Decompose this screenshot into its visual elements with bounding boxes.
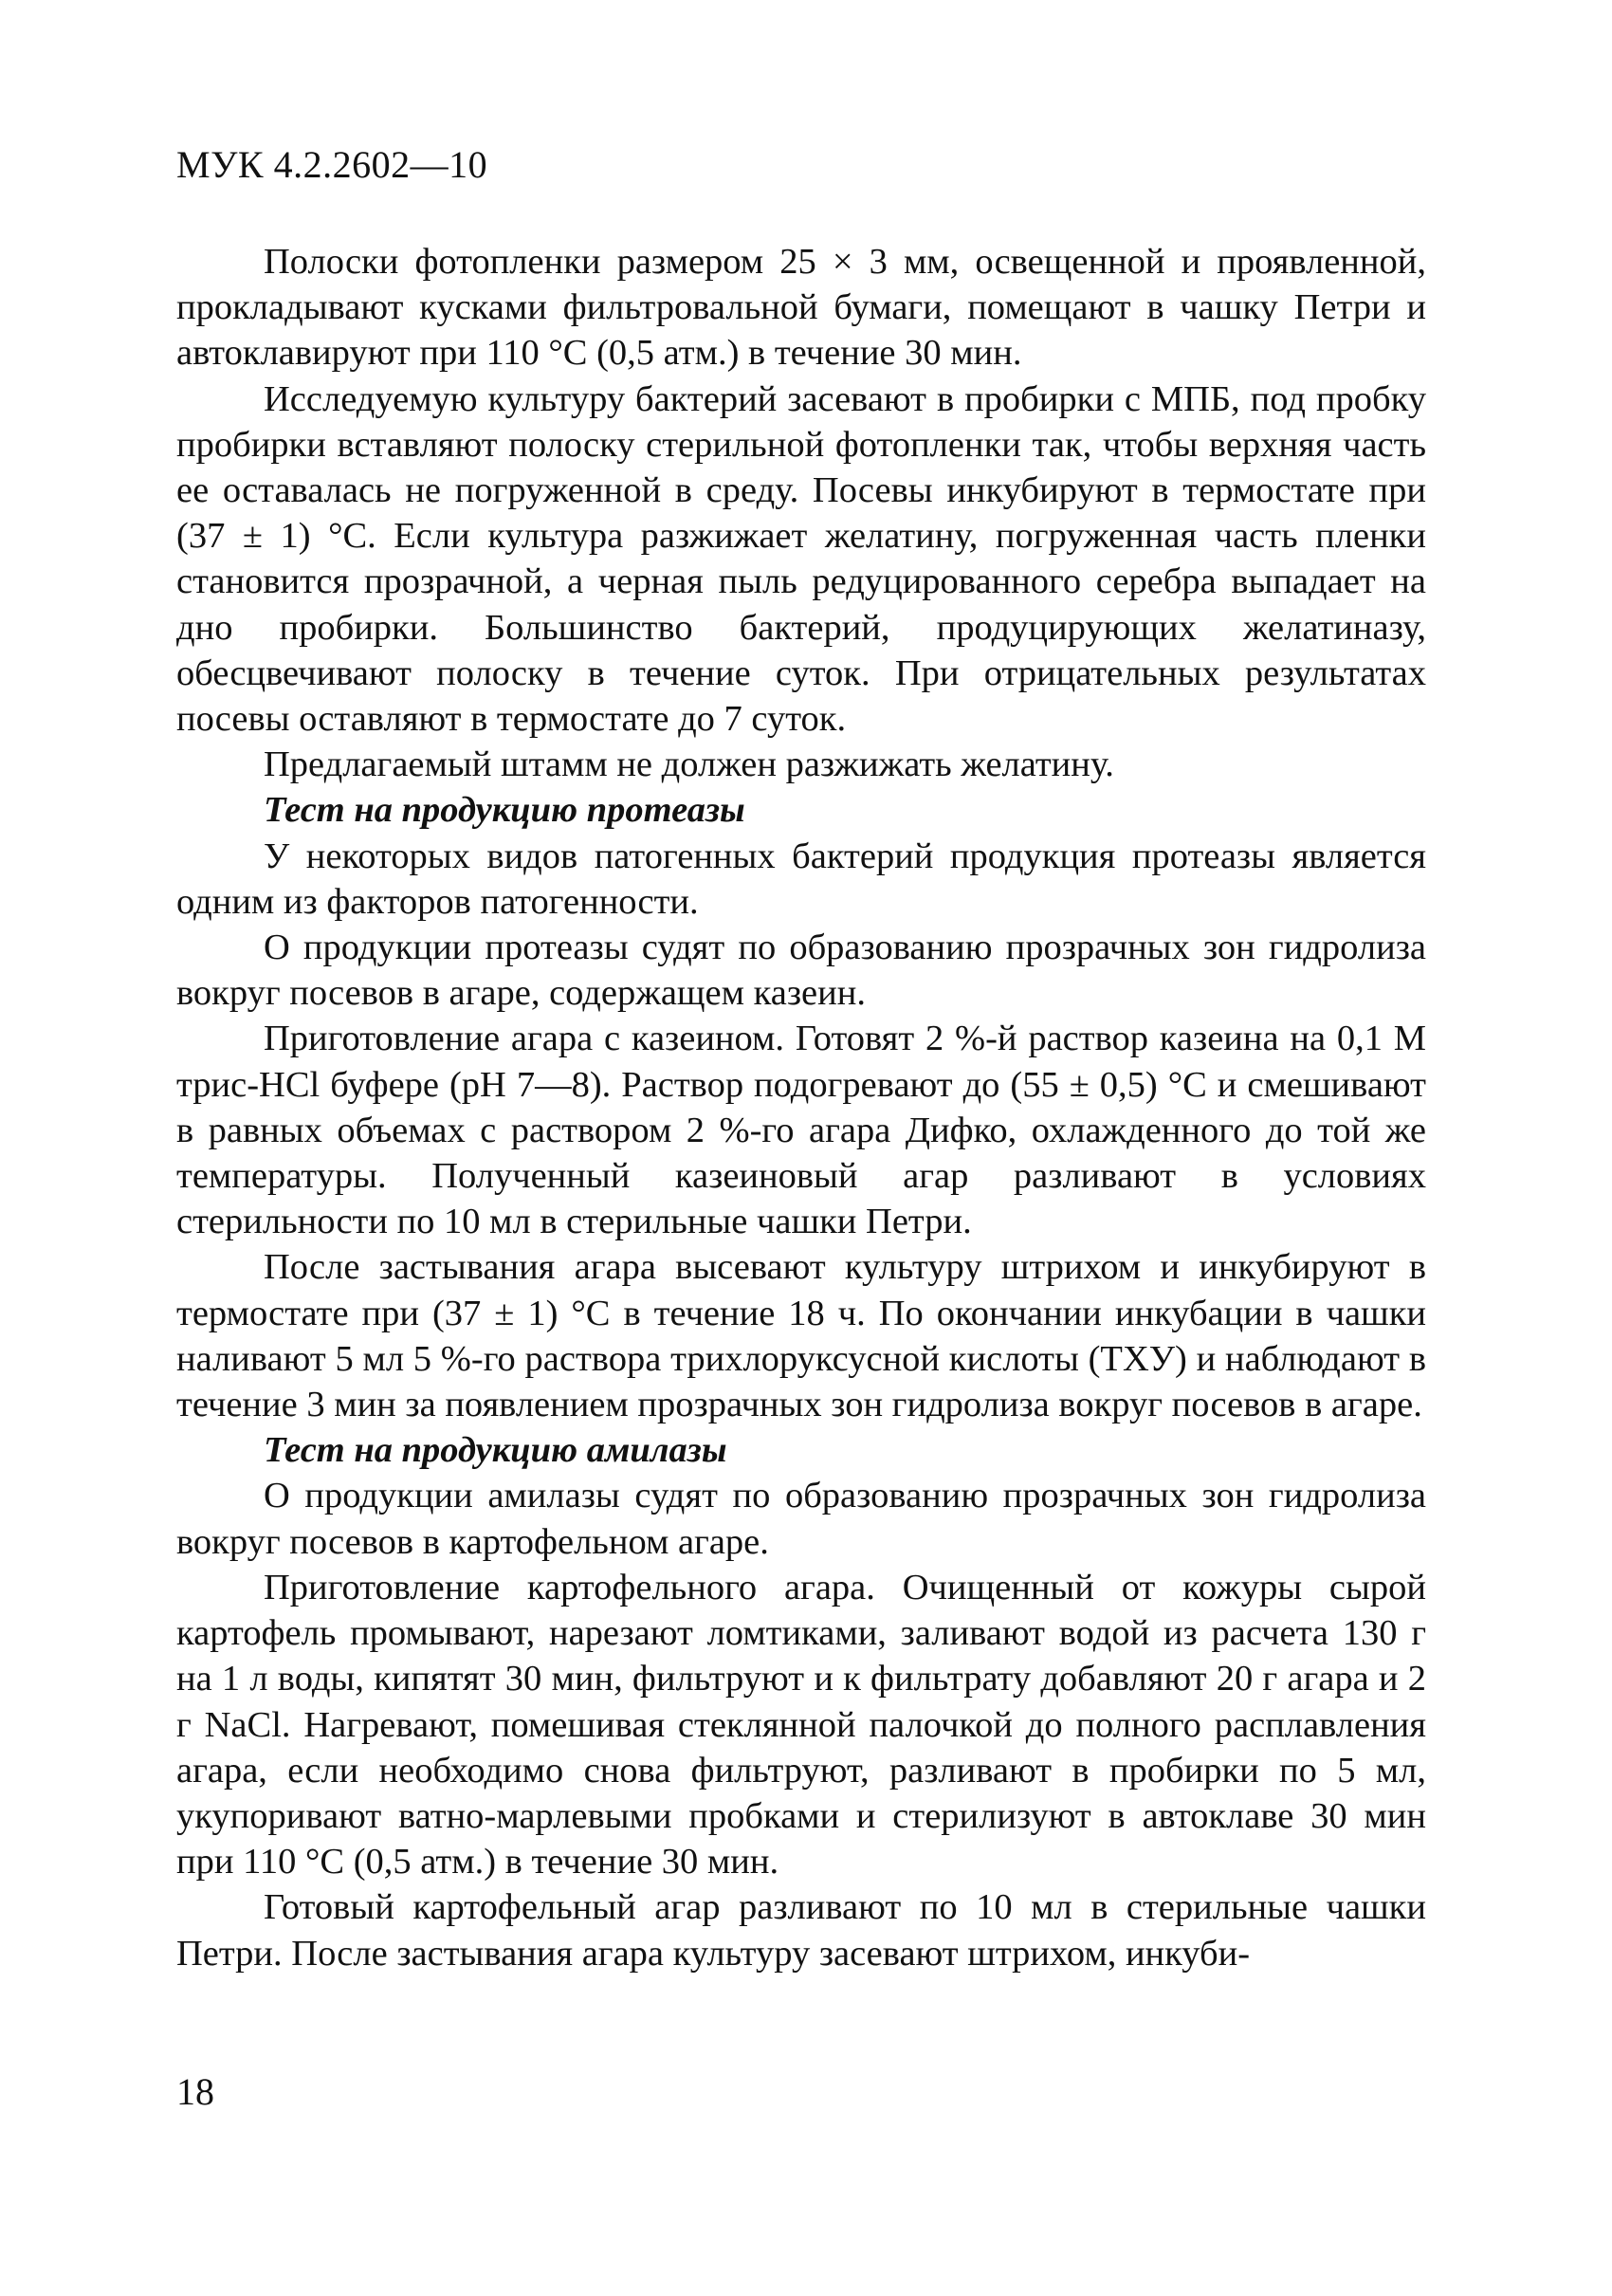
paragraph: О продукции амилазы судят по образованию прозрачных зон гидролиза вокруг посевов в картофельном агаре. bbox=[176, 1476, 1426, 1562]
paragraph: Предлагаемый штамм не должен разжижать желатину. bbox=[264, 744, 1114, 785]
paragraph: О продукции протеазы судят по образованию прозрачных зон гидролиза вокруг посевов в агаре, содержащем казеин. bbox=[176, 928, 1426, 1014]
paragraph: После застывания агара высевают культуру штрихом и инкубируют в термостате при (37 ± 1) °С в течение 18 ч. По окончании инкубации в чашки наливают 5 мл 5 %-го раствора трихлоруксусной кислоты (ТХУ) и наблюдают в течение 3 мин за появлением прозрачных зон гидролиза вокруг посевов в агаре. bbox=[176, 1247, 1426, 1425]
page-number: 18 bbox=[176, 2070, 214, 2113]
document-body bbox=[176, 239, 1426, 1976]
paragraph: У некоторых видов патогенных бактерий продукция протеазы является одним из факторов патогенности. bbox=[176, 836, 1426, 922]
section-heading-protease: Тест на продукцию протеазы bbox=[264, 790, 745, 831]
paragraph: Приготовление агара с казеином. Готовят 2 %-й раствор казеина на 0,1 М трис-HCl буфере (рН 7—8). Раствор подогревают до (55 ± 0,5) °С и смешивают в равных объемах с раствором 2 %-го агара Дифко, охлажденного до той же температуры. Полученный казеиновый агар разливают в условиях стерильности по 10 мл в стерильные чашки Петри. bbox=[176, 1019, 1426, 1242]
document-code-header: МУК 4.2.2602—10 bbox=[176, 143, 488, 186]
paragraph: Приготовление картофельного агара. Очищенный от кожуры сырой картофель промывают, нарезают ломтиками, заливают водой из расчета 130 г на 1 л воды, кипятят 30 мин, фильтруют и к фильтрату добавляют 20 г агара и 2 г NaCl. Нагревают, помешивая стеклянной палочкой до полного расплавления агара, если необходимо снова фильтруют, разливают в пробирки по 5 мл, укупоривают ватно-марлевыми пробками и стерилизуют в автоклаве 30 мин при 110 °С (0,5 атм.) в течение 30 мин. bbox=[176, 1567, 1426, 1883]
paragraph: Полоски фотопленки размером 25 × 3 мм, освещенной и проявленной, прокладывают кусками фильтровальной бумаги, помещают в чашку Петри и автоклавируют при 110 °С (0,5 атм.) в течение 30 мин. bbox=[176, 242, 1426, 374]
section-heading-amylase: Тест на продукцию амилазы bbox=[264, 1430, 727, 1471]
paragraph: Готовый картофельный агар разливают по 10 мл в стерильные чашки Петри. После застывания агара культуру засевают штрихом, инкуби- bbox=[176, 1887, 1426, 1974]
paragraph: Исследуемую культуру бактерий засевают в пробирки с МПБ, под пробку пробирки вставляют полоску стерильной фотопленки так, чтобы верхняя часть ее оставалась не погруженной в среду. Посевы инкубируют в термостате при (37 ± 1) °С. Если культура разжижает желатину, погруженная часть пленки становится прозрачной, а черная пыль редуцированного серебра выпадает на дно пробирки. Большинство бактерий, продуцирующих желатиназу, обесцвечивают полоску в течение суток. При отрицательных результатах посевы оставляют в термостате до 7 суток. bbox=[176, 378, 1426, 740]
